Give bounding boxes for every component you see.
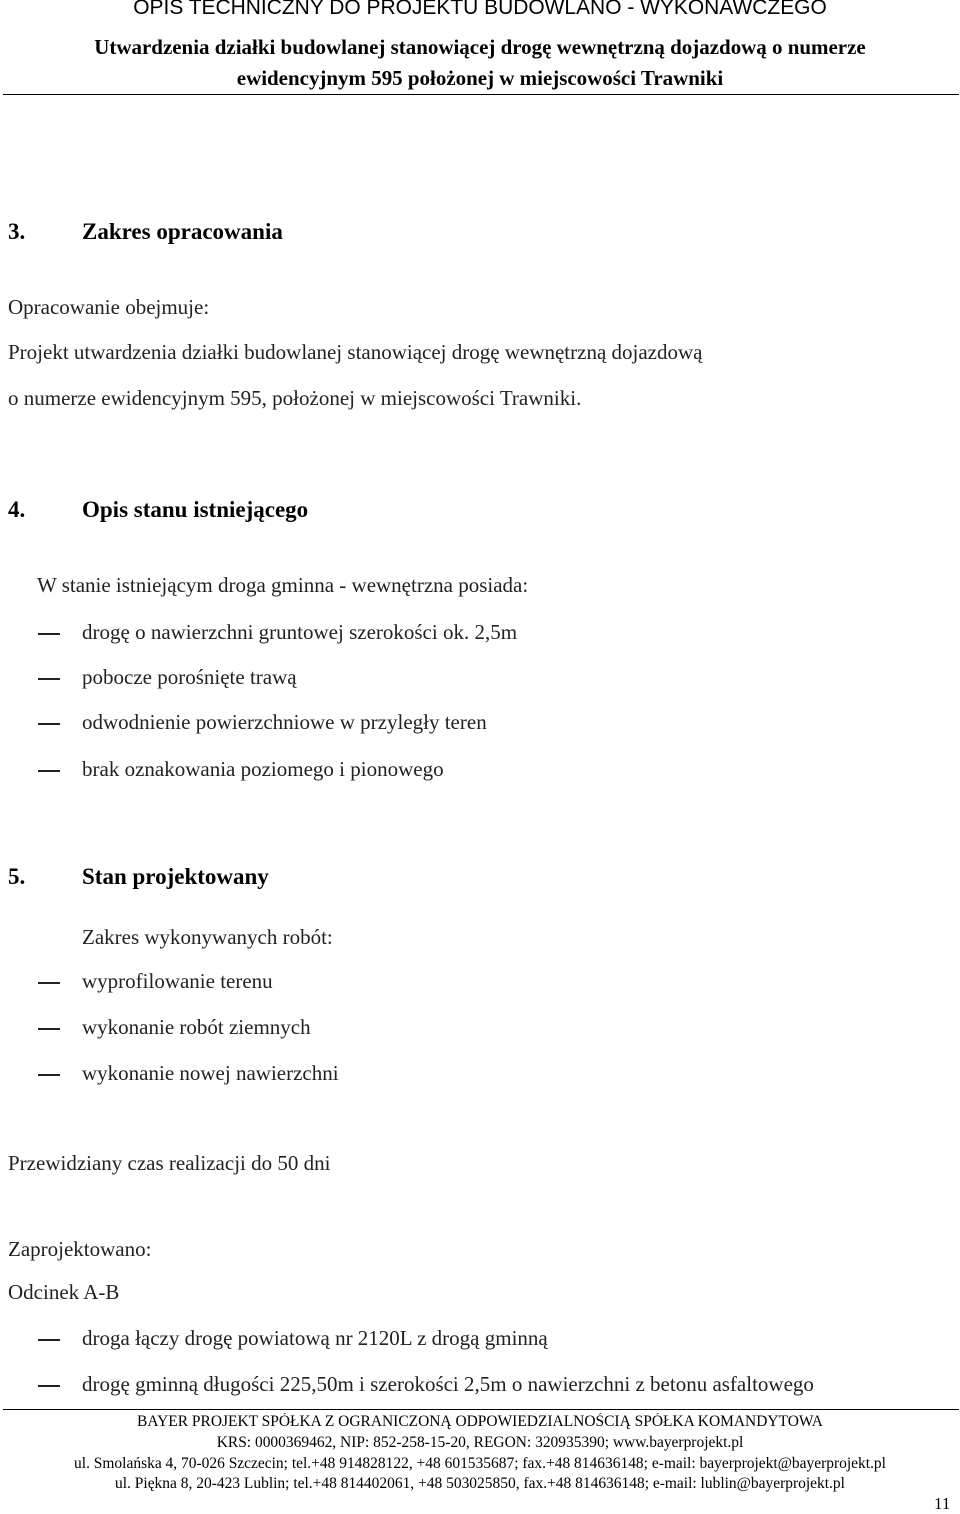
list-dash <box>38 1074 60 1076</box>
list-dash <box>38 770 60 772</box>
section-5-title: Stan projektowany <box>82 864 269 889</box>
segment-label: Odcinek A-B <box>8 1280 120 1304</box>
section-3-title: Zakres opracowania <box>82 219 283 244</box>
footer-company: BAYER PROJEKT SPÓŁKA Z OGRANICZONĄ ODPOWIEDZIALNOŚCIĄ SPÓŁKA KOMANDYTOWA <box>137 1413 823 1430</box>
list-item: drogę o nawierzchni gruntowej szerokości ok. 2,5m <box>82 620 518 644</box>
section-3-number: 3. <box>8 219 26 244</box>
list-dash <box>38 1339 60 1341</box>
duration-text: Przewidziany czas realizacji do 50 dni <box>8 1151 331 1175</box>
list-dash <box>38 678 60 680</box>
section-5-number: 5. <box>8 864 26 889</box>
section-3-text-line1: Projekt utwardzenia działki budowlanej stanowiącej drogę wewnętrzną dojazdową <box>8 340 703 364</box>
document-header-subtitle-line1: Utwardzenia działki budowlanej stanowiącej drogę wewnętrzną dojazdową o numerze <box>94 35 866 59</box>
footer-address-szczecin: ul. Smolańska 4, 70-026 Szczecin; tel.+48 914828122, +48 601535687; fax.+48 814636148; e-mail: bayerprojekt@bayerprojekt.pl <box>74 1455 886 1472</box>
list-item: wyprofilowanie terenu <box>82 969 273 993</box>
section-4-intro: W stanie istniejącym droga gminna - wewnętrzna posiada: <box>37 573 529 597</box>
list-item: droga łączy drogę powiatową nr 2120L z drogą gminną <box>82 1326 548 1350</box>
list-dash <box>38 1028 60 1030</box>
list-item: brak oznakowania poziomego i pionowego <box>82 757 444 781</box>
section-3-intro: Opracowanie obejmuje: <box>8 295 210 319</box>
list-item: odwodnienie powierzchniowe w przyległy teren <box>82 710 487 734</box>
section-3-text-line2: o numerze ewidencyjnym 595, położonej w miejscowości Trawniki. <box>8 386 582 410</box>
header-rule <box>3 94 959 95</box>
footer-registry: KRS: 0000369462, NIP: 852-258-15-20, REGON: 320935390; www.bayerprojekt.pl <box>216 1434 744 1451</box>
list-item: drogę gminną długości 225,50m i szerokości 2,5m o nawierzchni z betonu asfaltowego <box>82 1372 814 1396</box>
list-dash <box>38 1385 60 1387</box>
footer-address-lublin: ul. Piękna 8, 20-423 Lublin; tel.+48 814402061, +48 503025850, fax.+48 814636148; e-mail: lublin@bayerprojekt.pl <box>115 1475 845 1492</box>
list-dash <box>38 723 60 725</box>
section-4-title: Opis stanu istniejącego <box>82 497 309 522</box>
document-header-title: OPIS TECHNICZNY DO PROJEKTU BUDOWLANO - WYKONAWCZEGO <box>133 0 827 19</box>
list-item: wykonanie robót ziemnych <box>82 1015 311 1039</box>
list-item: wykonanie nowej nawierzchni <box>82 1061 339 1085</box>
page-number: 11 <box>934 1494 951 1513</box>
designed-label: Zaprojektowano: <box>8 1237 152 1261</box>
document-header-subtitle-line2: ewidencyjnym 595 położonej w miejscowości Trawniki <box>236 66 724 90</box>
list-dash <box>38 633 60 635</box>
section-4-number: 4. <box>8 497 26 522</box>
footer-rule <box>3 1409 959 1410</box>
list-dash <box>38 982 60 984</box>
section-5-intro: Zakres wykonywanych robót: <box>82 925 333 949</box>
list-item: pobocze porośnięte trawą <box>82 665 297 689</box>
